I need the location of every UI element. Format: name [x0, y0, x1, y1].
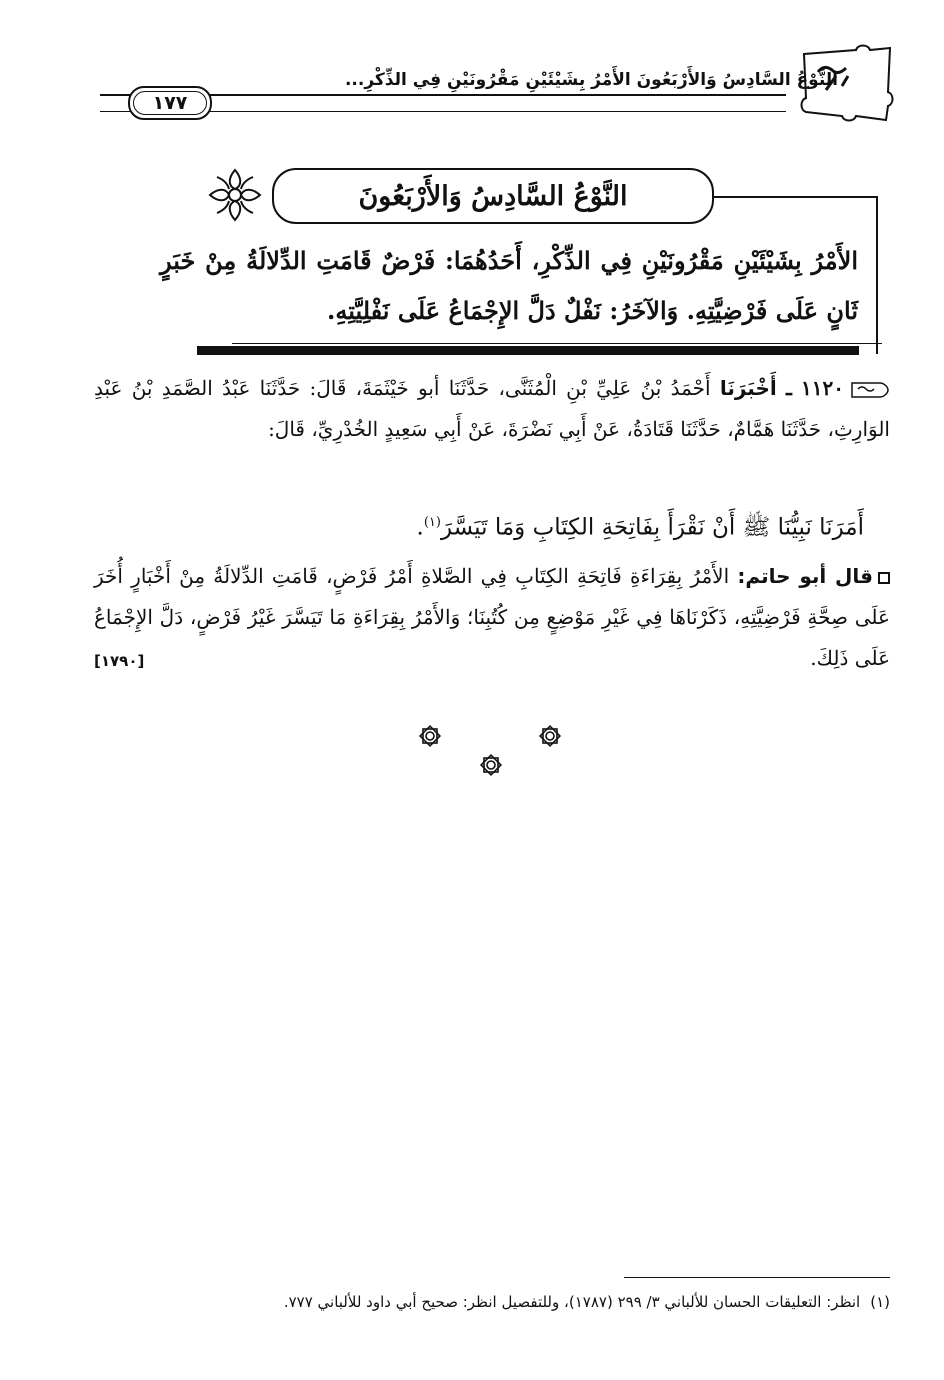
footnote-number: (١): [870, 1293, 890, 1311]
frame-thick-rule: [197, 346, 859, 355]
hadith-matn: [94, 502, 864, 549]
square-marker-icon: [878, 572, 890, 584]
running-header: النَّوْعُ السَّادِسُ وَالأَرْبَعُونَ الأَمْرُ بِشَيْئَيْنِ مَقْرُونَيْنِ فِي الذِّكْرِ...: [344, 70, 838, 90]
star-ornament-icon: [478, 752, 504, 778]
frame-line: [712, 196, 878, 198]
frame-line: [876, 196, 878, 354]
frame-line: [232, 343, 882, 344]
star-ornament-icon: [417, 723, 443, 749]
footnote: [90, 1290, 890, 1314]
hadith-keyword: أَخْبَرَنَا: [719, 376, 777, 400]
page-number: ١٧٧: [128, 86, 212, 120]
commentary-paragraph: [94, 556, 890, 679]
hadith-isnad-paragraph: [94, 368, 890, 450]
footnote-text: انظر: التعليقات الحسان للألباني ٣/ ٢٩٩ (١٧٨٧)، وللتفصيل انظر: صحيح أبي داود للألباني ٧٧٧.: [283, 1293, 861, 1311]
hadith-matn-text: أَمَرَنَا نَبِيُّنَا ﷺ أَنْ نَقْرَأَ بِفَاتِحَةِ الكِتَابِ وَمَا تَيَسَّرَ: [440, 514, 864, 541]
chapter-summary: الأَمْرُ بِشَيْئَيْنِ مَقْرُونَيْنِ فِي الذِّكْرِ، أَحَدُهُمَا: فَرْضٌ قَامَتِ الدِّلالَةُ مِنْ خَبَرٍ ثَانٍ عَلَى فَرْضِيَّتِهِ. وَالآخَرُ: نَفْلٌ دَلَّ الإِجْمَاعُ عَلَى نَفْلِيَّتِهِ.: [160, 246, 858, 325]
scroll-marker-icon: [850, 379, 890, 401]
star-ornament-icon: [537, 723, 563, 749]
hadith-dash: ـ: [785, 376, 792, 400]
matn-end: .: [416, 514, 424, 541]
footnote-reference: (١): [423, 515, 441, 530]
hadith-isnad: أَحْمَدُ بْنُ عَلِيِّ بْنِ الْمُثَنَّى، حَدَّثَنَا أبو خَيْثَمَةَ، قَالَ: حَدَّثَنَا عَبْدُ الصَّمَدِ بْنُ عَبْدِ الوَارِثِ، حَدَّثَنَا هَمَّامٌ، حَدَّثَنَا قَتَادَةُ، عَنْ أَبِي نَضْرَةَ، عَنْ أَبِي سَعِيدٍ الخُدْرِيِّ، قَالَ:: [94, 376, 890, 441]
cross-reference: [١٧٩٠]: [94, 652, 145, 670]
commentary-speaker: قال أبو حاتم:: [737, 564, 874, 588]
floral-ornament-icon: [200, 160, 270, 230]
chapter-title: النَّوْعُ السَّادِسُ وَالأَرْبَعُونَ: [272, 168, 714, 224]
commentary-text: الأَمْرُ بِقِرَاءَةِ فَاتِحَةِ الكِتَابِ فِي الصَّلاةِ أَمْرُ فَرْضٍ، قَامَتِ الدِّلالَةُ مِنْ أَخْبَارٍ أُخَرَ عَلَى صِحَّةِ فَرْضِيَّتِهِ، ذَكَرْنَاهَا فِي غَيْرِ مَوْضِعٍ مِن كُتُبِنَا؛ وَالأَمْرُ بِقِرَاءَةِ مَا تَيَسَّرَ غَيْرُ فَرْضٍ، دَلَّ الإِجْمَاعُ عَلَى ذَلِكَ.: [94, 564, 890, 670]
footnote-rule: [624, 1277, 890, 1278]
hadith-number: ١١٢٠: [801, 376, 845, 400]
